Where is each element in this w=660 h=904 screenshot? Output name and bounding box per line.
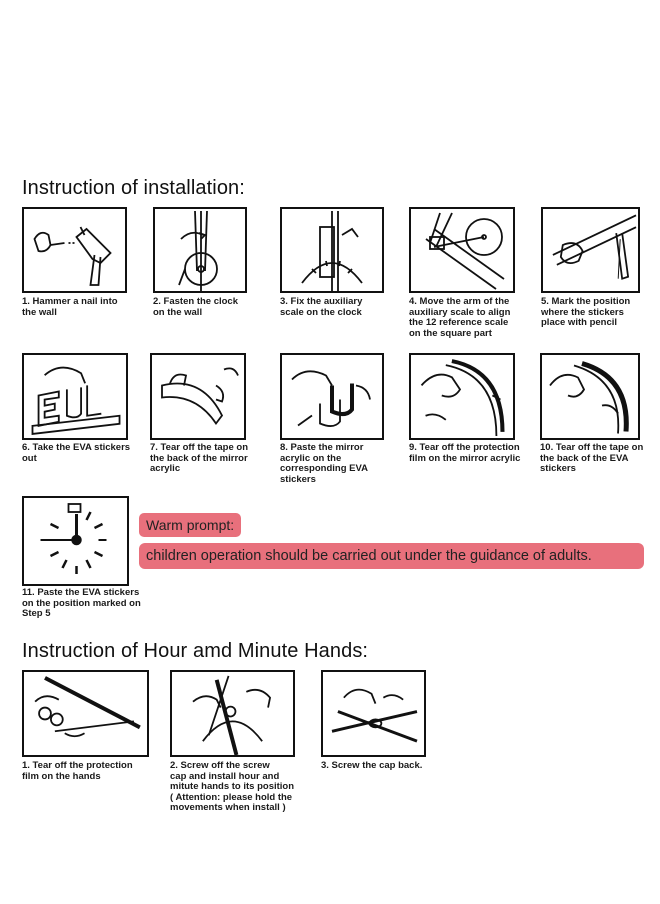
finished-clock-icon (22, 496, 129, 586)
protection-film-icon (409, 353, 515, 440)
tear-eva-tape-icon (540, 353, 640, 440)
step-caption: 4. Move the arm of the auxiliary scale to align the 12 reference scale on the square part (409, 296, 511, 339)
auxiliary-scale-icon (280, 207, 384, 293)
pencil-mark-icon (541, 207, 640, 293)
step-caption: 3. Screw the cap back. (321, 760, 423, 771)
align-scale-icon (409, 207, 515, 293)
hammer-nail-icon (22, 207, 127, 293)
step-caption: 1. Tear off the protection film on the hands (22, 760, 133, 782)
step-caption: 8. Paste the mirror acrylic on the corresponding EVA stickers (280, 442, 368, 485)
step-caption: 2. Screw off the screw cap and install hour and mitute hands to its position ( Attention: please hold the movements when install ) (170, 760, 295, 813)
step-caption: 9. Tear off the protection film on the mirror acrylic (409, 442, 521, 464)
step-caption: 7. Tear off the tape on the back of the mirror acrylic (150, 442, 249, 474)
warm-prompt-text: children operation should be carried out under the guidance of adults. (139, 543, 644, 569)
hands-film-icon (22, 670, 149, 757)
fasten-clock-icon (153, 207, 247, 293)
step-caption: 6. Take the EVA stickers out (22, 442, 131, 464)
step-caption: 11. Paste the EVA stickers on the position marked on Step 5 (22, 587, 141, 619)
paste-mirror-icon (280, 353, 384, 440)
tear-tape-icon (150, 353, 246, 440)
step-caption: 5. Mark the position where the stickers place with pencil (541, 296, 631, 328)
screw-cap-icon (170, 670, 295, 757)
hands-title: Instruction of Hour amd Minute Hands: (22, 640, 369, 662)
step-caption: 10. Tear off the tape on the back of the EVA stickers (540, 442, 644, 474)
step-caption: 2. Fasten the clock on the wall (153, 296, 239, 318)
step-caption: 1. Hammer a nail into the wall (22, 296, 118, 318)
installation-title: Instruction of installation: (22, 177, 245, 199)
warm-prompt-title: Warm prompt: (139, 513, 241, 537)
step-caption: 3. Fix the auxiliary scale on the clock (280, 296, 363, 318)
eva-stickers-icon (22, 353, 128, 440)
screw-back-icon (321, 670, 426, 757)
